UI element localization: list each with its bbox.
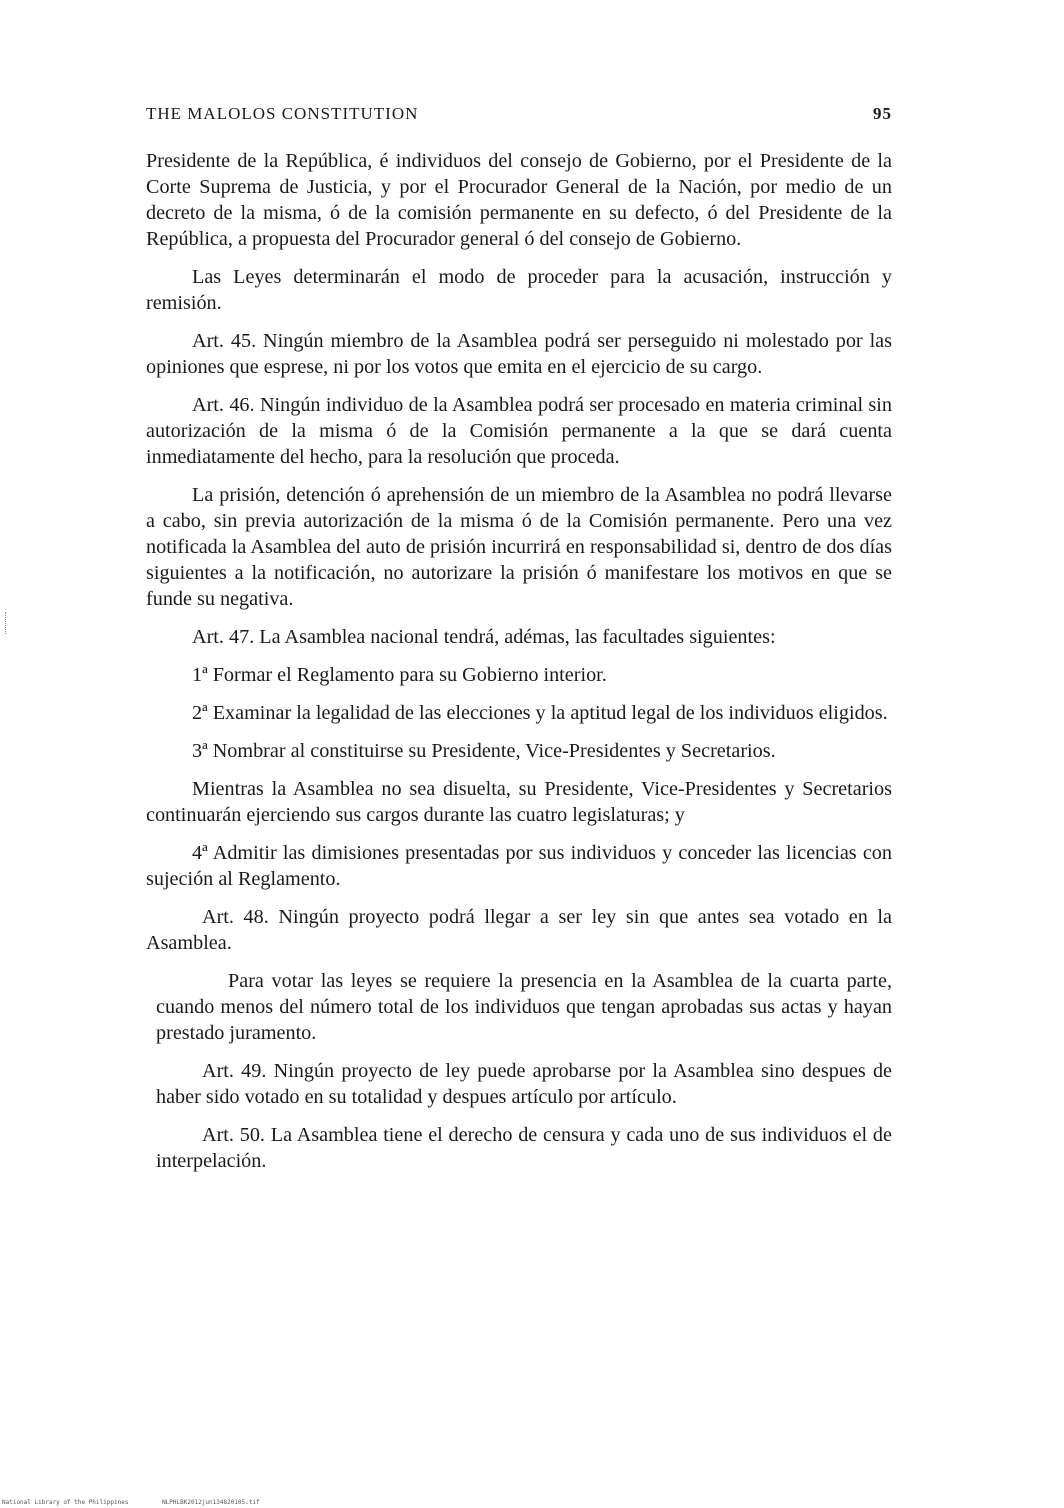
paragraph-art-47: Art. 47. La Asamblea nacional tendrá, adémas, las facultades siguientes: [192,626,776,648]
paragraph-laws: Las Leyes determinarán el modo de proceder para la acusación, instrucción y remisión. [146,266,892,314]
running-title: THE MALOLOS CONSTITUTION [146,104,419,123]
paragraph-votar: Para votar las leyes se requiere la presencia en la Asamblea de la cuarta parte, cuando menos del número total de los individuos que tengan aprobadas sus actas y hayan prestado juramento. [156,970,892,1044]
running-header [146,104,892,128]
page-number: 95 [873,104,892,123]
body-text [146,148,892,1186]
list-item-3: 3ª Nombrar al constituirse su Presidente, Vice-Presidentes y Secretarios. [192,740,776,762]
paragraph-mientras: Mientras la Asamblea no sea disuelta, su Presidente, Vice-Presidentes y Secretarios continuarán ejerciendo sus cargos durante las cuatro legislaturas; y [146,778,892,826]
paragraph-prision: La prisión, detención ó aprehensión de un miembro de la Asamblea no podrá llevarse a cabo, sin previa autorización de la misma ó de la Comisión permanente. Pero una vez notificada la Asamblea del auto de prisión incurrirá en responsabilidad si, dentro de dos días siguientes a la notificación, no autorizare la prisión ó manifestare los motivos en que se funde su negativa. [146,484,892,610]
footer-file-id: NLPHLBK2012jun134820105.tif [162,1499,260,1506]
paragraph-art-46: Art. 46. Ningún individuo de la Asamblea podrá ser procesado en materia criminal sin autorización de la misma ó de la Comisión permanente a la que se dará cuenta inmediatamente del hecho, para la resolución que proceda. [146,394,892,468]
margin-mark [5,612,7,634]
footer-library: National Library of the Philippines [2,1499,129,1506]
paragraph-art-45: Art. 45. Ningún miembro de la Asamblea podrá ser perseguido ni molestado por las opiniones que esprese, ni por los votos que emita en el ejercicio de su cargo. [146,330,892,378]
paragraph-continuation: Presidente de la República, é individuos del consejo de Gobierno, por el Presidente de la Corte Suprema de Justicia, y por el Procurador General de la Nación, por medio de un decreto de la misma, ó de la comisión permanente en su defecto, ó del Presidente de la República, a propuesta del Procurador general ó del consejo de Gobierno. [146,150,892,250]
paragraph-art-49: Art. 49. Ningún proyecto de ley puede aprobarse por la Asamblea sino despues de haber sido votado en su totalidad y despues artículo por artículo. [156,1060,892,1108]
paragraph-art-48: Art. 48. Ningún proyecto podrá llegar a ser ley sin que antes sea votado en la Asamblea. [146,906,892,954]
paragraph-art-50: Art. 50. La Asamblea tiene el derecho de censura y cada uno de sus individuos el de interpelación. [156,1124,892,1172]
scan-footer [2,1499,402,1506]
list-item-1: 1ª Formar el Reglamento para su Gobierno interior. [192,664,607,686]
list-item-4: 4ª Admitir las dimisiones presentadas por sus individuos y conceder las licencias con sujeción al Reglamento. [146,842,892,890]
list-item-2: 2ª Examinar la legalidad de las elecciones y la aptitud legal de los individuos eligidos. [192,702,888,724]
